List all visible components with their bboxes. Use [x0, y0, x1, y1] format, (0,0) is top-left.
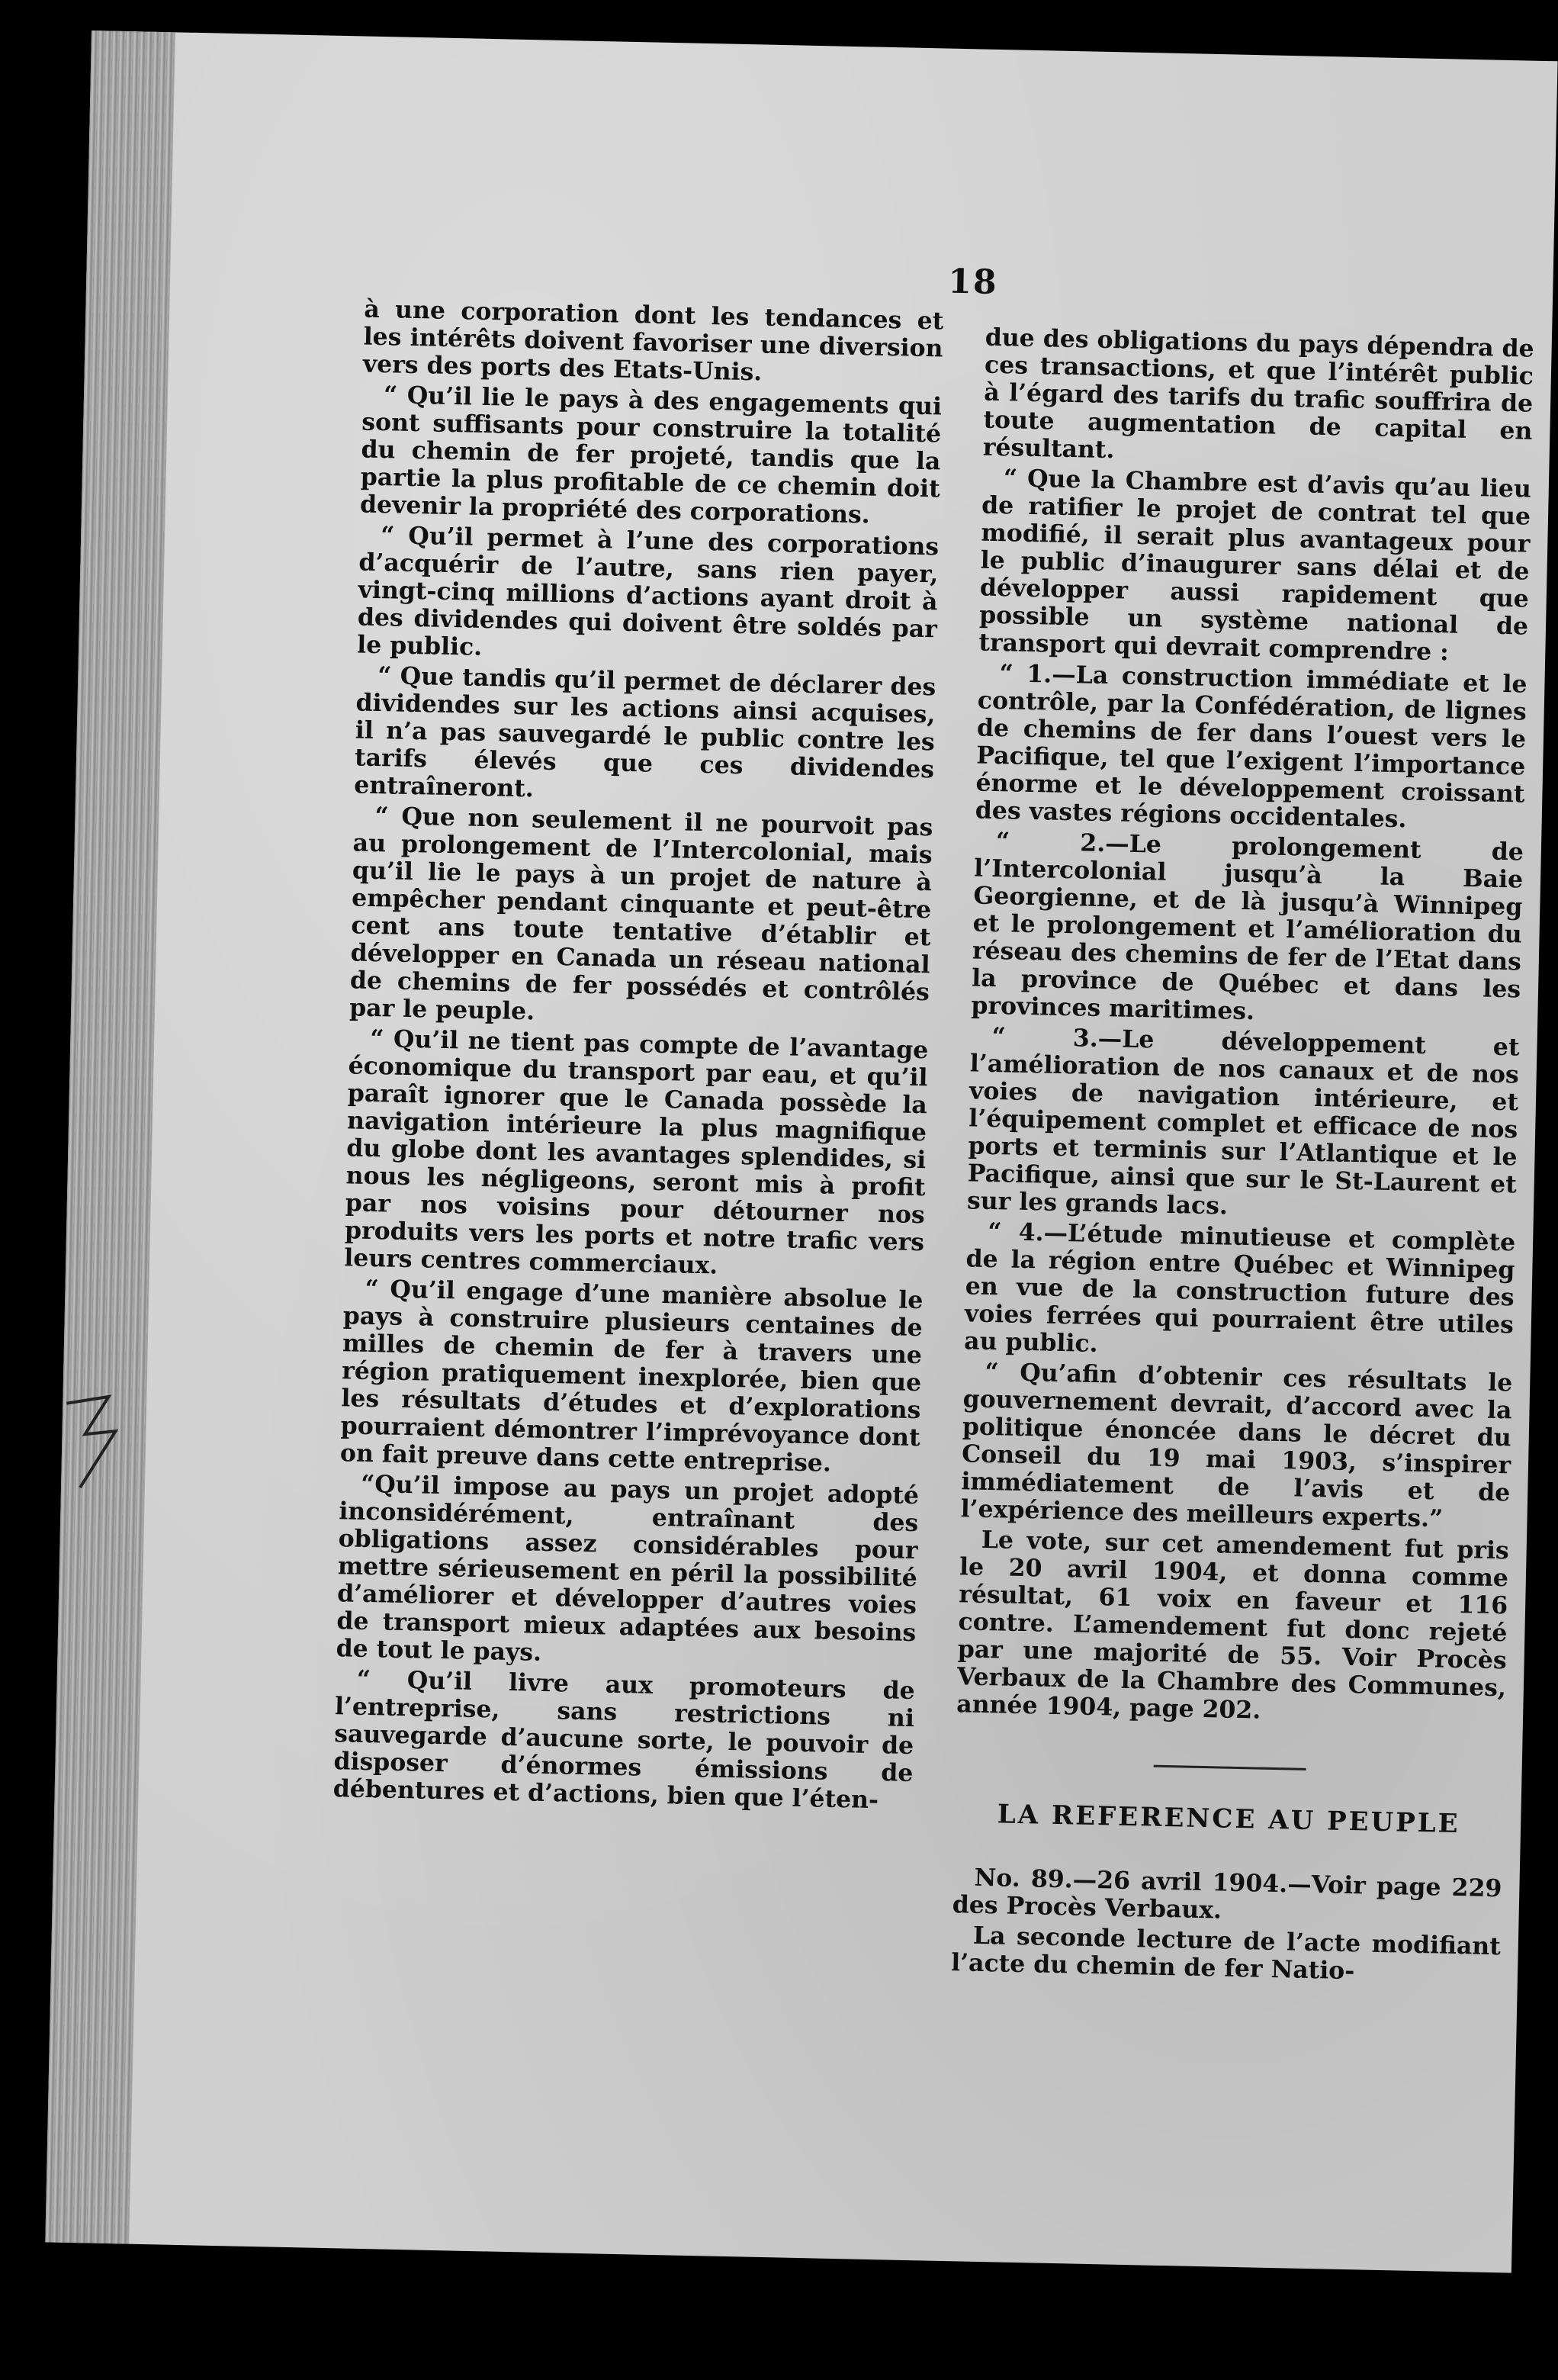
paragraph: due des obligations du pays dépendra de ces transactions, et que l’intérêt public à l’égard des tarifs du trafic souffrira de toute augmentation de capital en résultant. — [982, 323, 1535, 465]
page-number: 18 — [947, 262, 999, 302]
paragraph: “ 3.—Le développement et l’amélioration de nos canaux et de nos voies de navigation intérieure, et l’équipement complet et efficace de nos ports et terminis sur l’Atlantique et le Pacifique, ainsi que sur le St-Laurent et sur les grands lacs. — [966, 1022, 1520, 1221]
paragraph: No. 89.—26 avril 1904.—Voir page 229 des Procès Verbaux. — [952, 1863, 1502, 1925]
paragraph: “ Que la Chambre est d’avis qu’au lieu de ratifier le projet de contrat tel que modifié, il serait plus avantageux pour le public d’inaugurer sans délai et de développer aussi rapidement que possible un système national de transport qui devrait comprendre : — [978, 464, 1532, 667]
paragraph: Le vote, sur cet amendement fut pris le 20 avril 1904, et donna comme résultat, 61 voix en faveur et 116 contre. L’amendement fut donc rejeté par une majorité de 55. Voir Procès Verbaux de la Chambre des Communes, année 1904, page 202. — [956, 1525, 1510, 1725]
paragraph: “ Que tandis qu’il permet de déclarer des dividendes sur les actions ainsi acquises, il n’a pas sauvegardé le public contre les tarifs élevés que ces dividendes entraîneront. — [353, 661, 936, 803]
paragraph: “ 4.—L’étude minutieuse et complète de la région entre Québec et Winnipeg en vue de la construction future des voies ferrées qui pourraient être utiles au public. — [963, 1217, 1516, 1359]
ink-scribble-mark — [61, 1388, 147, 1497]
page-binding-edge — [45, 31, 175, 2244]
paragraph: La seconde lecture de l’acte modifiant l’acte du chemin de fer Natio- — [950, 1921, 1502, 1986]
paragraph: à une corporation dont les tendances et les intérêts doivent favoriser une diversion vers des ports des Etats-Unis. — [362, 294, 944, 387]
section-divider — [1154, 1765, 1306, 1771]
paragraph: “ 1.—La construction immédiate et le contrôle, par la Confédération, de lignes de chemins de fer dans l’ouest vers le Pacifique, tel que l’exigent l’importance énorme et le développement croissant des vastes régions occidentales. — [975, 659, 1527, 834]
paragraph: “ Qu’il livre aux promoteurs de l’entreprise, sans restrictions ni sauvegarde d’aucune sorte, le pouvoir de disposer d’énormes émissions de débentures et d’actions, bien que l’éten- — [332, 1664, 916, 1815]
section-heading: LA REFERENCE AU PEUPLE — [997, 1799, 1460, 1840]
right-column — [951, 324, 1534, 1992]
paragraph: “Qu’il impose au pays un projet adopté inconsidérément, entraînant des obligations assez considérables pour mettre sérieusement en péril la possibilité d’améliorer et développer d’autres voies de transport mieux adaptées aux besoins de tout le pays. — [336, 1469, 920, 1667]
left-column — [332, 296, 943, 1818]
paragraph: “ Qu’afin d’obtenir ces résultats le gouvernement devrait, d’accord avec la politique énoncée dans le décret du Conseil du 19 mai 1903, s’inspirer immédiatement de l’avis et de l’expérience des meilleurs experts.” — [960, 1357, 1513, 1533]
scanned-page — [45, 31, 1557, 2273]
paragraph: “ 2.—Le prolongement de l’Intercolonial jusqu’à la Baie Georgienne, et de là jusqu’à Winnipeg et le prolongement et l’amélioration du réseau des chemins de fer de l’Etat dans la province de Québec et dans les provinces maritimes. — [971, 827, 1524, 1026]
paragraph: “ Qu’il ne tient pas compte de l’avantage économique du transport par eau, et qu’il paraît ignorer que le Canada possède la navigation intérieure la plus magnifique du globe dont les avantages splendides, si nous les négligeons, seront mis à profit par nos voisins pour détourner nos produits vers les ports et notre trafic vers leurs centres commerciaux. — [343, 1024, 929, 1280]
paragraph: “ Qu’il lie le pays à des engagements qui sont suffisants pour construire la totalité du chemin de fer projeté, tandis que la partie la plus profitable de ce chemin doit devenir la propriété des corporations. — [359, 381, 943, 529]
paragraph: “ Qu’il engage d’une manière absolue le pays à construire plusieurs centaines de milles de chemin de fer à travers une région pratiquement inexplorée, bien que les résultats d’études et d’explorations pourraient démontrer l’imprévoyance dont on fait preuve dans cette entreprise. — [339, 1274, 924, 1478]
paragraph: “ Que non seulement il ne pourvoit pas au prolongement de l’Intercolonial, mais qu’il lie le pays à un projet de nature à empêcher pendant cinquante et peut-être cent ans toute tentative d’établir et développer en Canada un réseau national de chemins de fer possédés et contrôlés par le peuple. — [349, 802, 933, 1026]
paragraph: “ Qu’il permet à l’une des corporations d’acquérir de l’autre, sans rien payer, vingt-cinq millions d’actions ayant droit à des dividendes qui doivent être soldés par le public. — [356, 521, 940, 661]
